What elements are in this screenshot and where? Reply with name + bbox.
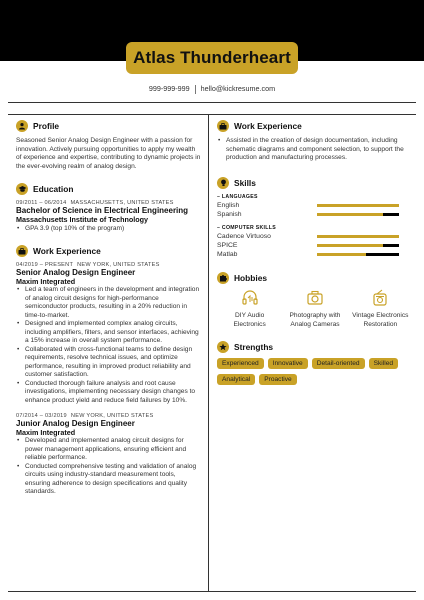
skill-row [217,233,413,242]
school-name: Massachusetts Institute of Technology [16,214,149,224]
audio-electronics-icon [241,289,259,307]
job-bullet: • Conducted thorough failure analysis and root cause investigations, implementing necessary design changes to enhance product yield and reduce field failures by 10%. [16,380,202,406]
education-section [16,183,202,233]
strength-tag: Skilled [369,358,398,369]
job-location: NEW YORK, UNITED STATES [70,413,154,420]
skill-level-fill [317,235,399,238]
strengths-heading: Strengths [234,342,274,353]
skill-level-fill [317,244,383,247]
skill-level-bar [317,235,399,238]
skill-name: Matlab [217,250,238,258]
hobby-item [351,289,409,329]
work-heading: Work Experience [33,246,101,257]
profile-text: Seasoned Senior Analog Design Engineer with a passion for innovation. Actively pursuing opportunities to apply my wealth of experience and expertise, contributing to dynamic projects in the ever-evolving realm of analog design. [16,137,201,170]
degree-title: Bachelor of Science in Electrical Engineering [16,206,189,216]
lightbulb-icon [217,177,229,189]
skill-name: SPICE [217,242,238,250]
education-heading: Education [33,184,74,195]
user-icon [16,120,28,132]
skill-row [217,241,413,250]
skill-row [217,210,413,219]
candidate-name: Atlas Thunderheart [133,48,291,67]
skill-level-bar [317,213,399,216]
name-box [126,42,298,74]
skills-section [217,177,413,259]
skill-level-bar [317,204,399,207]
top-rule [8,102,416,103]
work-continued-heading: Work Experience [234,121,302,131]
right-column [217,120,413,390]
skill-level-bar [317,244,399,247]
hobby-item [286,289,344,329]
skills-heading: Skills [234,177,256,188]
skill-row [217,202,413,211]
work-continued-section [217,120,413,163]
job-bullet: • Assisted in the creation of design documentation, including schematic diagrams and component selection, to support the production and manufacturing processes. [217,137,413,163]
briefcase-icon [16,245,28,257]
job-entry [16,413,202,497]
languages-label: – LANGUAGES [217,193,258,200]
job-bullet: • Conducted comprehensive testing and validation of analog circuits using industry-standard measurement tools, ensuring adherence to design specifications and quality standards. [16,463,202,497]
job-bullet: • Designed and implemented complex analog circuits, including amplifiers, filters, and sensor interfaces, achieving a 15% increase in overall system performance. [16,320,202,346]
profile-section [16,120,202,171]
job-date: 04/2019 – PRESENT [16,262,74,269]
skill-level-fill [317,253,366,256]
profile-heading: Profile [33,121,60,131]
skill-name: Cadence Virtuoso [217,233,271,241]
email-address[interactable]: hello@kickresume.com [200,84,276,93]
skill-level-fill [317,213,383,216]
job-location: NEW YORK, UNITED STATES [77,262,160,269]
company-name: Maxim Integrated [16,276,76,286]
job-title: Senior Analog Design Engineer [16,268,136,278]
skill-row [217,250,413,259]
education-bullet: • GPA 3.9 (top 10% of the program) [16,225,202,234]
strength-tag: Experienced [217,358,264,369]
contact-divider [195,85,196,94]
hobby-label: Photography with Analog Cameras [289,312,341,328]
job-title: Junior Analog Design Engineer [16,419,135,429]
hobby-label: DIY Audio Electronics [233,312,266,328]
hobby-label: Vintage Electronics Restoration [352,312,409,328]
briefcase-icon [217,120,229,132]
company-name: Maxim Integrated [16,427,76,437]
job-entry [16,262,202,405]
camera-icon [306,289,324,307]
bottom-rule [8,591,416,592]
skill-level-fill [317,204,399,207]
strength-tag: Detail-oriented [312,358,365,369]
job-bullet: • Collaborated with cross-functional teams to define design requirements, resolve technical issues, and optimize performance, resulting in improved product reliability and customer satisfaction. [16,346,202,380]
computer-skills-label: – COMPUTER SKILLS [217,224,276,231]
strength-tag: Proactive [259,374,297,385]
hobby-item [221,289,279,329]
top-rule-2 [8,114,416,115]
column-divider [208,114,209,591]
strengths-section [217,341,413,390]
job-bullet: • Developed and implemented analog circuit designs for power management applications, ensuring efficient and reliable performance. [16,437,202,463]
hobbies-heading: Hobbies [234,273,268,284]
job-date: 07/2014 – 03/2019 [16,413,67,420]
vintage-radio-icon [371,289,389,307]
work-section [16,245,202,497]
contact-line [0,84,424,94]
job-bullet: • Led a team of engineers in the development and integration of analog circuit designs for high-performance semiconductor products, resulting in a 20% reduction in time-to-market. [16,286,202,320]
hobbies-section [217,272,413,329]
graduation-cap-icon [16,183,28,195]
skill-name: English [217,202,240,210]
education-location: MASSACHUSETTS, UNITED STATES [70,200,174,207]
skill-level-bar [317,253,399,256]
left-column [16,120,202,497]
phone-number: 999-999-999 [148,84,190,93]
puzzle-icon [217,272,229,284]
strength-tag: Innovative [268,358,308,369]
strength-tag: Analytical [217,374,255,385]
skill-name: Spanish [217,210,242,218]
star-icon [217,341,229,353]
education-date: 09/2011 – 06/2014 [16,200,67,207]
